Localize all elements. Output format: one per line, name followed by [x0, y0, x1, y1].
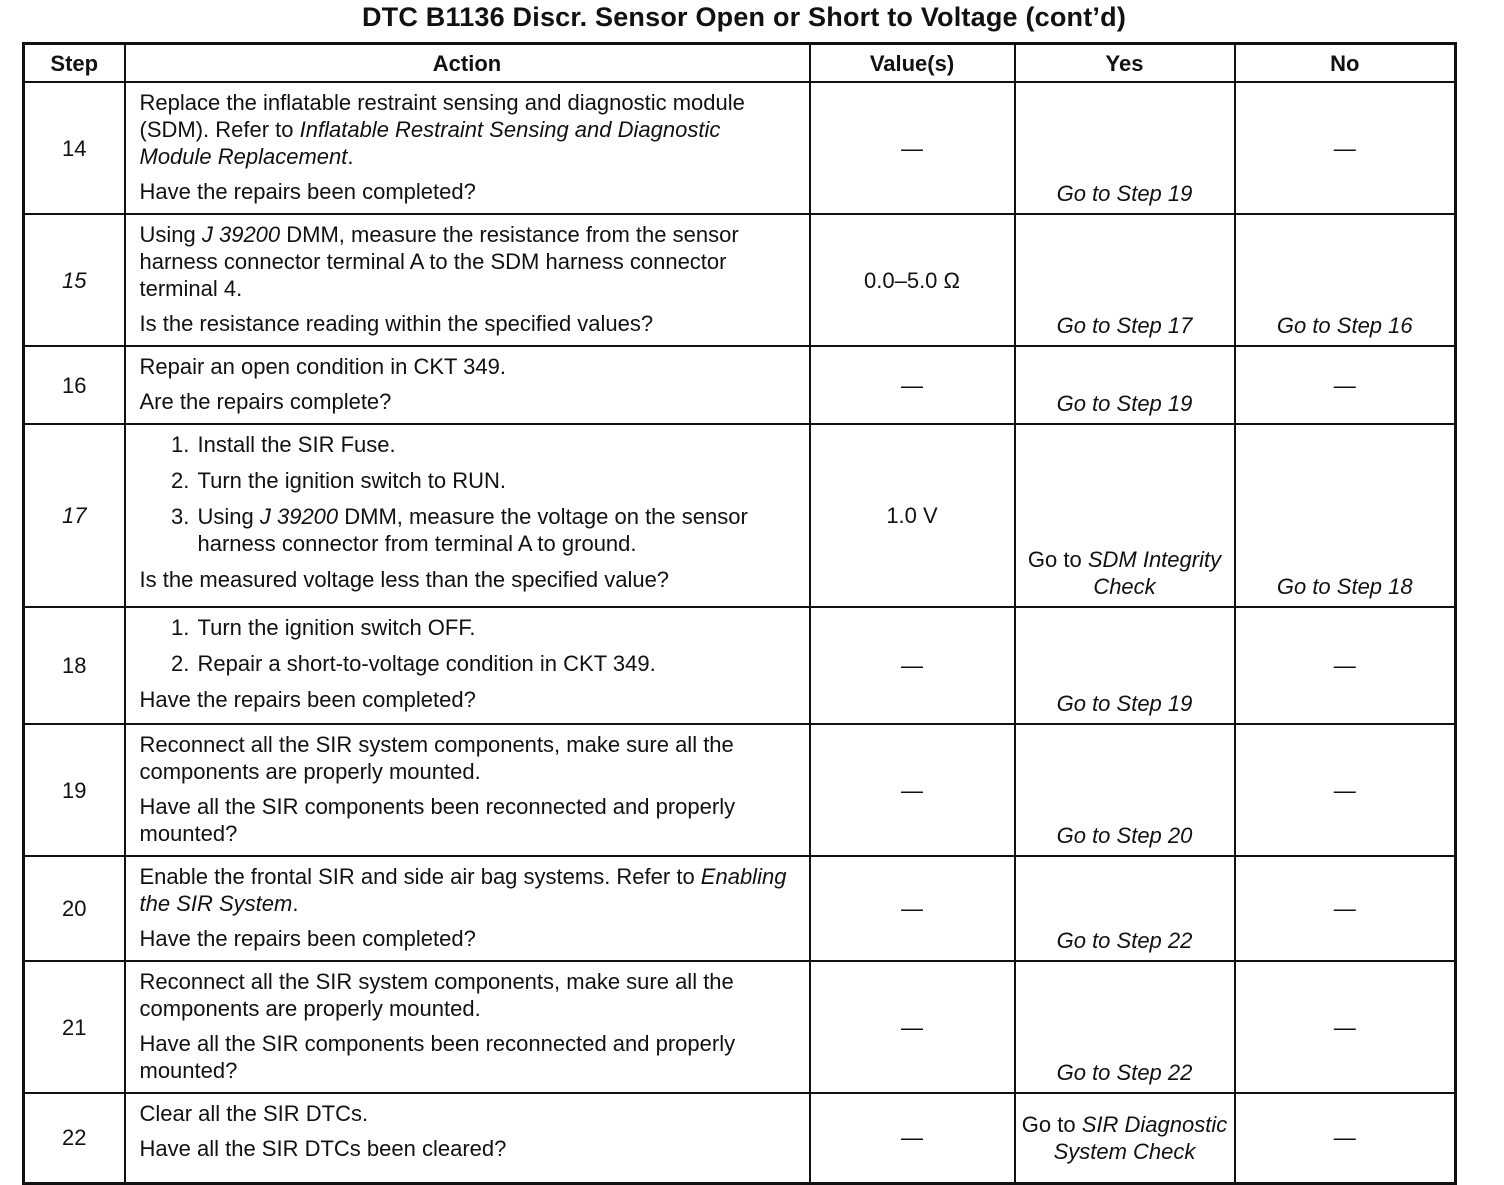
no-cell: —	[1235, 346, 1456, 424]
table-row	[24, 724, 1456, 856]
action-cell	[125, 961, 810, 1093]
list-item: 1. Install the SIR Fuse.	[196, 431, 797, 458]
step-number: 16	[24, 346, 125, 424]
action-text: Enable the frontal SIR and side air bag systems. Refer to Enabling the SIR System.	[139, 864, 787, 916]
yes-cell: Go to SDM Integrity Check	[1015, 424, 1235, 607]
list-item: 2. Turn the ignition switch to RUN.	[196, 467, 797, 494]
yes-cell: Go to Step 20	[1015, 724, 1235, 856]
header-row	[24, 44, 1456, 83]
value-cell: —	[810, 346, 1015, 424]
action-steps-list	[140, 431, 797, 557]
yes-cell: Go to Step 22	[1015, 856, 1235, 961]
action-text: Using J 39200 DMM, measure the resistance from the sensor harness connector terminal A to the SDM harness connector terminal 4.	[139, 222, 739, 301]
no-cell: —	[1235, 1093, 1456, 1183]
table-row	[24, 856, 1456, 961]
list-item: 1. Turn the ignition switch OFF.	[196, 614, 797, 641]
action-cell	[125, 214, 810, 346]
table-row	[24, 607, 1456, 724]
table-row	[24, 424, 1456, 607]
step-number: 18	[24, 607, 125, 724]
header-action: Action	[125, 44, 810, 83]
header-yes: Yes	[1015, 44, 1235, 83]
value-cell: —	[810, 724, 1015, 856]
table-row	[24, 961, 1456, 1093]
step-number: 22	[24, 1093, 125, 1183]
page-title: DTC B1136 Discr. Sensor Open or Short to Voltage (cont’d)	[361, 2, 1127, 32]
action-cell	[125, 424, 810, 607]
action-text: Replace the inflatable restraint sensing and diagnostic module (SDM). Refer to Inflatable Restraint Sensing and Diagnostic Module Replacement.	[139, 90, 745, 169]
step-number: 21	[24, 961, 125, 1093]
no-cell: Go to Step 16	[1235, 214, 1456, 346]
no-cell: —	[1235, 856, 1456, 961]
action-question: Have all the SIR DTCs been cleared?	[139, 1136, 507, 1161]
action-question: Are the repairs complete?	[139, 389, 392, 414]
value-cell: 1.0 V	[810, 424, 1015, 607]
action-question: Have the repairs been completed?	[139, 687, 476, 712]
value-cell: 0.0–5.0 Ω	[810, 214, 1015, 346]
step-number: 17	[24, 424, 125, 607]
value-cell: —	[810, 1093, 1015, 1183]
list-item: 3. Using J 39200 DMM, measure the voltage on the sensor harness connector from terminal A to ground.	[196, 503, 797, 557]
action-question: Have the repairs been completed?	[139, 179, 476, 204]
table-row	[24, 1093, 1456, 1183]
action-question: Have all the SIR components been reconnected and properly mounted?	[139, 794, 736, 846]
action-question: Is the resistance reading within the specified values?	[139, 311, 654, 336]
yes-cell: Go to Step 22	[1015, 961, 1235, 1093]
table-row	[24, 82, 1456, 214]
action-steps-list	[140, 614, 797, 677]
action-question: Have the repairs been completed?	[139, 926, 476, 951]
yes-cell: Go to SIR Diagnostic System Check	[1015, 1093, 1235, 1183]
header-step: Step	[24, 44, 125, 83]
yes-cell: Go to Step 19	[1015, 346, 1235, 424]
no-cell: —	[1235, 82, 1456, 214]
action-text: Repair an open condition in CKT 349.	[139, 354, 507, 379]
value-cell: —	[810, 82, 1015, 214]
yes-cell: Go to Step 17	[1015, 214, 1235, 346]
step-number: 19	[24, 724, 125, 856]
action-cell	[125, 1093, 810, 1183]
action-text: Clear all the SIR DTCs.	[139, 1101, 369, 1126]
step-number: 15	[24, 214, 125, 346]
action-cell	[125, 82, 810, 214]
no-cell: Go to Step 18	[1235, 424, 1456, 607]
yes-cell: Go to Step 19	[1015, 82, 1235, 214]
table-row	[24, 346, 1456, 424]
action-cell	[125, 724, 810, 856]
action-question: Have all the SIR components been reconnected and properly mounted?	[139, 1031, 736, 1083]
action-cell	[125, 856, 810, 961]
action-text: Reconnect all the SIR system components, make sure all the components are properly mounted.	[139, 732, 734, 784]
no-cell: —	[1235, 607, 1456, 724]
action-question: Is the measured voltage less than the specified value?	[139, 567, 670, 592]
diagnostic-table	[22, 42, 1457, 1185]
action-cell	[125, 346, 810, 424]
value-cell: —	[810, 961, 1015, 1093]
value-cell: —	[810, 607, 1015, 724]
list-item: 2. Repair a short-to-voltage condition in CKT 349.	[196, 650, 797, 677]
header-values: Value(s)	[810, 44, 1015, 83]
table-row	[24, 214, 1456, 346]
no-cell: —	[1235, 724, 1456, 856]
header-no: No	[1235, 44, 1456, 83]
step-number: 14	[24, 82, 125, 214]
action-cell	[125, 607, 810, 724]
step-number: 20	[24, 856, 125, 961]
no-cell: —	[1235, 961, 1456, 1093]
action-text: Reconnect all the SIR system components, make sure all the components are properly mounted.	[139, 969, 734, 1021]
value-cell: —	[810, 856, 1015, 961]
yes-cell: Go to Step 19	[1015, 607, 1235, 724]
